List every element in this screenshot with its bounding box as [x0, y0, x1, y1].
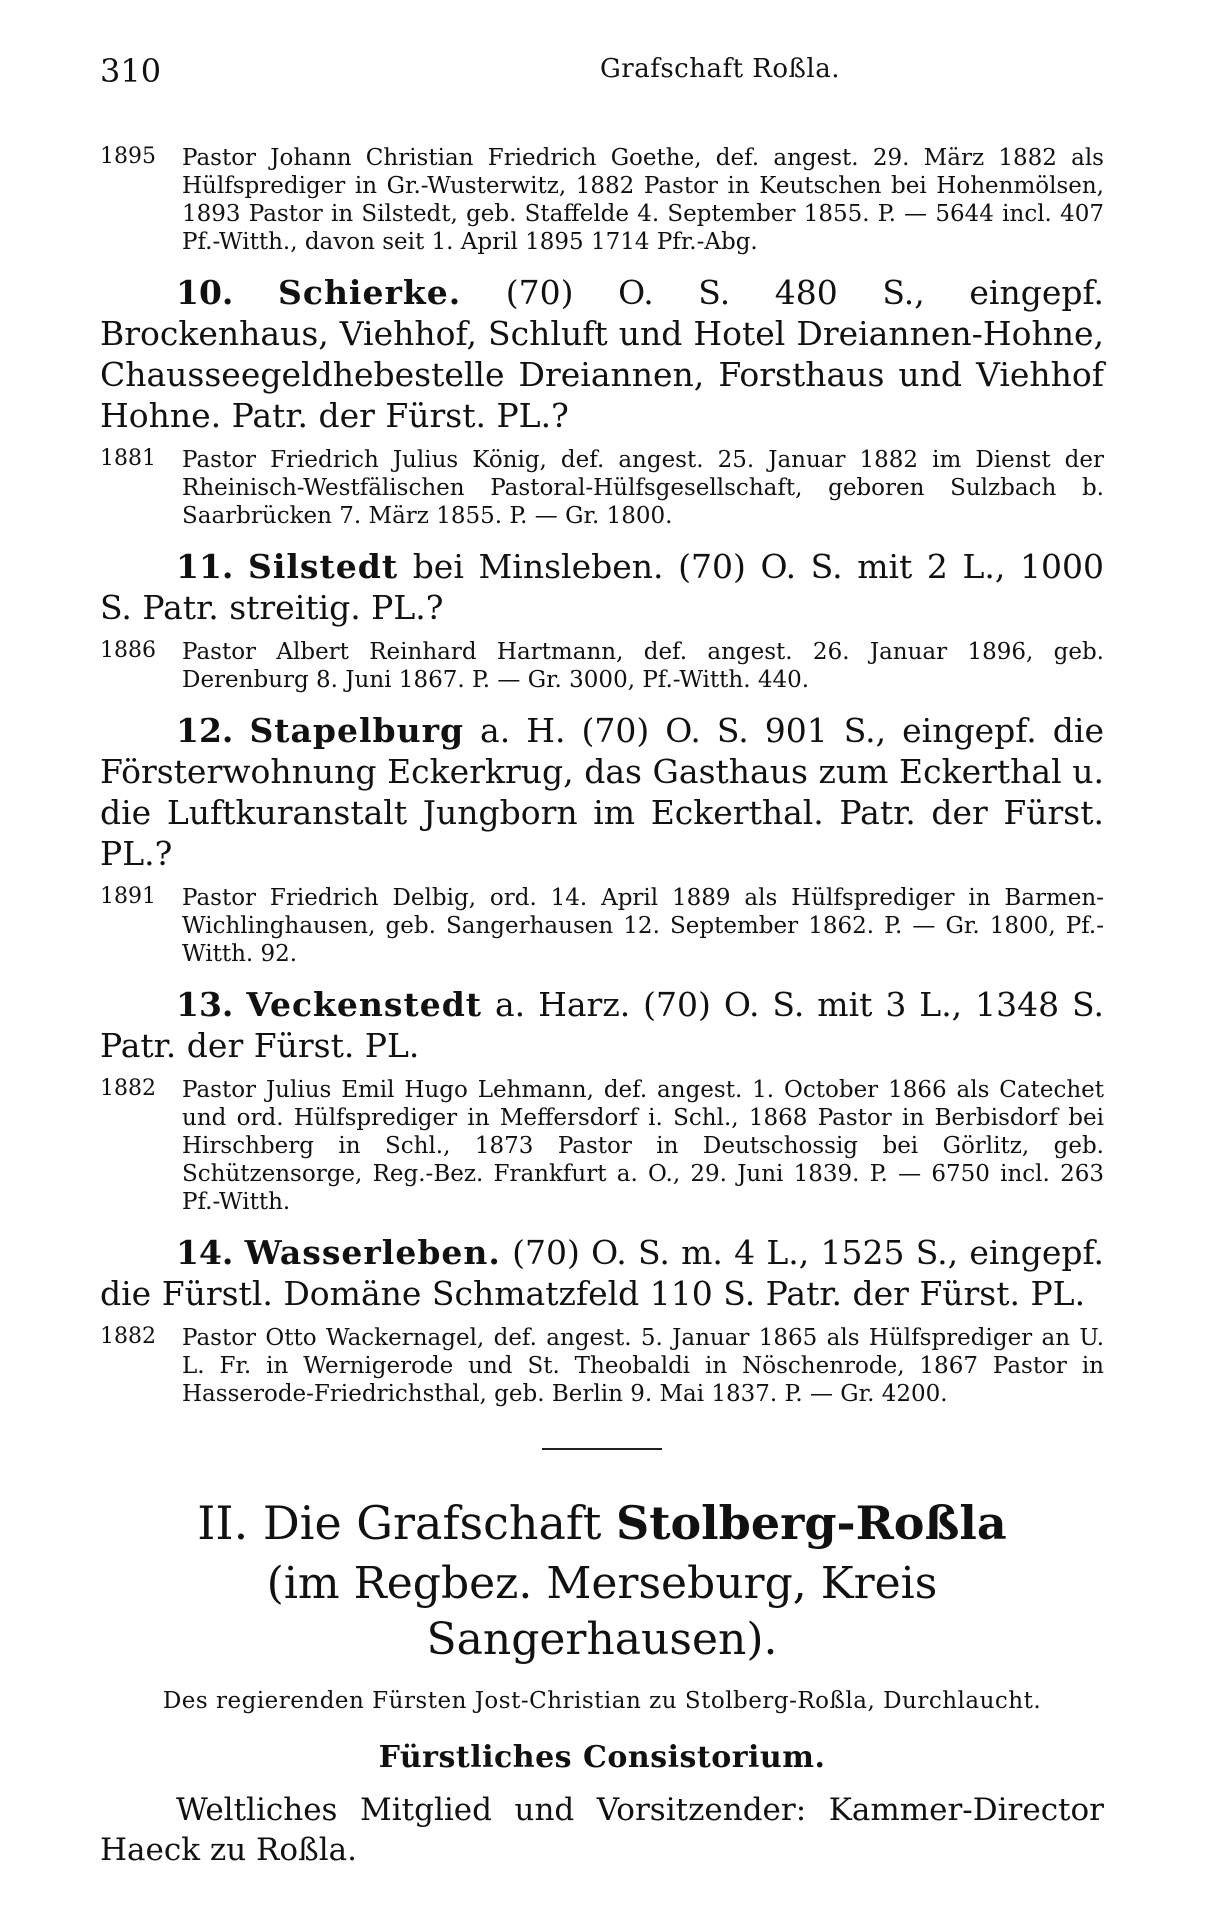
entry-year: 1881 — [100, 446, 156, 471]
parish-description: (70) O. S. m. 4 L., 1525 S., eingepf. die Fürstl. Domäne Schmatzfeld 110 S. Patr. der Fürst. PL. — [100, 1233, 1104, 1313]
entry-text: Pastor Friedrich Julius König, def. angest. 25. Januar 1882 im Dienst der Rheinisch-Westfälischen Pastoral-Hülfsgesellschaft, geboren Sulzbach b. Saarbrücken 7. März 1855. P. — Gr. 1800. — [182, 447, 1104, 529]
parish-heading-schierke — [100, 272, 1104, 436]
consistory-member: Weltliches Mitglied und Vorsitzender: Kammer-Director Haeck zu Roßla. — [100, 1792, 1104, 1868]
section-title — [100, 1494, 1104, 1552]
entry-text: Pastor Otto Wackernagel, def. angest. 5. Januar 1865 als Hülfsprediger an U. L. Fr. in Wernigerode und St. Theobaldi in Nöschenrode, 1867 Pastor in Hasserode-Friedrichsthal, geb. Berlin 9. Mai 1837. P. — Gr. 4200. — [182, 1325, 1104, 1407]
parish-number: 11. — [176, 547, 234, 586]
section-title-prefix: II. Die Grafschaft — [197, 1496, 602, 1550]
section-subtitle: (im Regbez. Merseburg, Kreis Sangerhausen). — [266, 1558, 938, 1665]
pastor-entry-hartmann — [100, 638, 1104, 694]
section-divider — [542, 1448, 662, 1450]
parish-name: Veckenstedt — [246, 985, 483, 1024]
running-title: Grafschaft Roßla. — [600, 54, 840, 84]
parish-number: 12. — [176, 711, 234, 750]
parish-heading-veckenstedt — [100, 984, 1104, 1066]
pastor-entry-delbig — [100, 884, 1104, 968]
pastor-entry-lehmann — [100, 1076, 1104, 1216]
entry-year: 1895 — [100, 144, 156, 169]
parish-heading-stapelburg — [100, 710, 1104, 874]
consistory-heading: Fürstliches Consistorium. — [378, 1740, 826, 1775]
parish-name: Schierke. — [278, 273, 462, 312]
pastor-entry-koenig — [100, 446, 1104, 530]
entry-text: Pastor Friedrich Delbig, ord. 14. April 1889 als Hülfsprediger in Barmen-Wichlinghausen, geb. Sangerhausen 12. September 1862. P. — Gr. 1800, Pf.-Witth. 92. — [182, 885, 1104, 967]
section-title-county: Stolberg-Roßla — [616, 1496, 1007, 1550]
page-header — [100, 52, 1100, 92]
parish-number: 10. — [176, 273, 234, 312]
parish-name: Silstedt — [248, 547, 399, 586]
parish-heading-silstedt — [100, 546, 1104, 628]
parish-description: (70) O. S. 480 S., eingepf. Brockenhaus, Viehhof, Schluft und Hotel Dreiannen-Hohne, Chausseegeldhebestelle Dreiannen, Forsthaus und Viehhof Hohne. Patr. der Fürst. PL.? — [100, 273, 1105, 435]
entry-year: 1882 — [100, 1324, 156, 1349]
dedication-line: Des regierenden Fürsten Jost-Christian zu Stolberg-Roßla, Durchlaucht. — [162, 1688, 1042, 1714]
entry-text: Pastor Julius Emil Hugo Lehmann, def. angest. 1. October 1866 als Catechet und ord. Hülfsprediger in Meffersdorf i. Schl., 1868 Pastor in Berbisdorf bei Hirschberg in Schl., 1873 Pastor in Deutschossig bei Görlitz, geb. Schützensorge, Reg.-Bez. Frankfurt a. O., 29. Juni 1839. P. — 6750 incl. 263 Pf.-Witth. — [182, 1077, 1104, 1215]
pastor-entry-wackernagel — [100, 1324, 1104, 1408]
parish-number: 13. — [176, 985, 234, 1024]
entry-year: 1886 — [100, 638, 156, 663]
entry-text: Pastor Albert Reinhard Hartmann, def. angest. 26. Januar 1896, geb. Derenburg 8. Juni 1867. P. — Gr. 3000, Pf.-Witth. 440. — [182, 639, 1104, 693]
entry-text: Pastor Johann Christian Friedrich Goethe, def. angest. 29. März 1882 als Hülfsprediger in Gr.-Wusterwitz, 1882 Pastor in Keutschen bei Hohenmölsen, 1893 Pastor in Silstedt, geb. Staffelde 4. September 1855. P. — 5644 incl. 407 Pf.-Witth., davon seit 1. April 1895 1714 Pfr.-Abg. — [182, 145, 1104, 255]
parish-description: a. H. (70) O. S. 901 S., eingepf. die Försterwohnung Eckerkrug, das Gasthaus zum Eckerthal u. die Luftkuranstalt Jungborn im Eckerthal. Patr. der Fürst. PL.? — [100, 711, 1105, 873]
parish-name: Stapelburg — [249, 711, 465, 750]
parish-number: 14. — [176, 1233, 234, 1272]
entry-year: 1891 — [100, 884, 156, 909]
page-content — [100, 144, 1104, 1870]
pastor-entry-goethe — [100, 144, 1104, 256]
parish-description: bei Minsleben. (70) O. S. mit 2 L., 1000 S. Patr. streitig. PL.? — [100, 547, 1104, 627]
parish-description: a. Harz. (70) O. S. mit 3 L., 1348 S. Patr. der Fürst. PL. — [100, 985, 1104, 1065]
parish-name: Wasserleben. — [244, 1233, 501, 1272]
entry-year: 1882 — [100, 1076, 156, 1101]
page-number: 310 — [100, 52, 162, 90]
parish-heading-wasserleben — [100, 1232, 1104, 1314]
